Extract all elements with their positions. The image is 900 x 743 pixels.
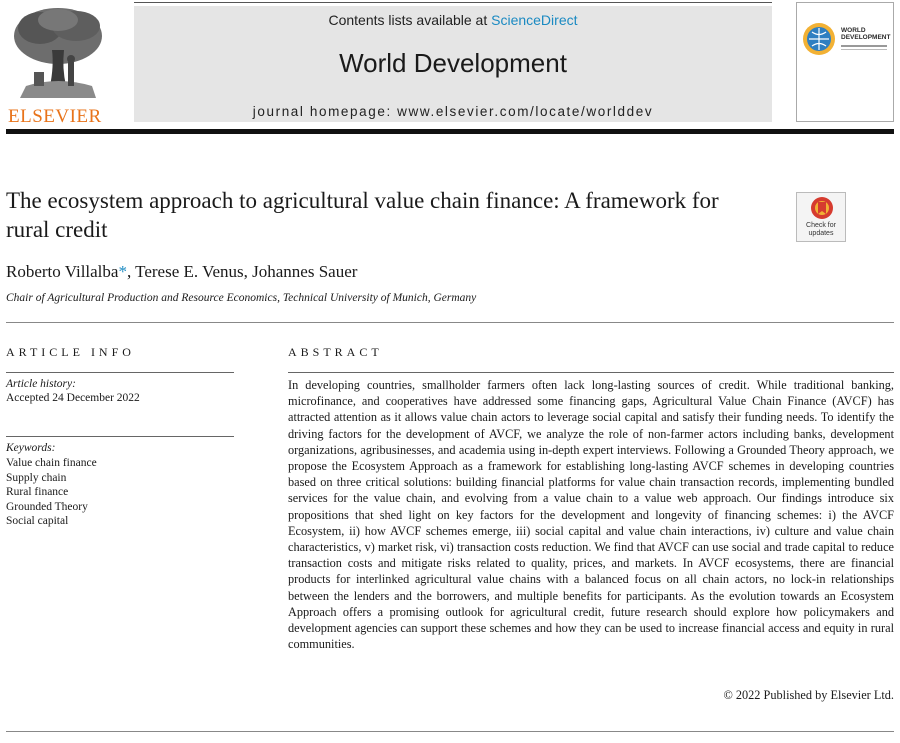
keywords-list bbox=[6, 456, 97, 529]
elsevier-logo[interactable] bbox=[6, 6, 110, 126]
cover-decoration-line bbox=[841, 45, 887, 47]
cover-decoration-line bbox=[841, 49, 887, 50]
co-authors[interactable]: , Terese E. Venus, Johannes Sauer bbox=[126, 262, 358, 281]
article-history-label: Article history: bbox=[6, 378, 76, 390]
cover-title-line1: WORLD bbox=[841, 27, 866, 34]
cover-journal-title bbox=[841, 27, 890, 41]
elsevier-tree-icon bbox=[6, 6, 110, 104]
keyword-item[interactable]: Social capital bbox=[6, 515, 69, 528]
article-title: The ecosystem approach to agricultural value chain finance: A framework for rural credit bbox=[6, 188, 719, 242]
article-history-value: Accepted 24 December 2022 bbox=[6, 392, 140, 404]
journal-header-banner bbox=[134, 6, 772, 122]
keyword-item[interactable]: Supply chain bbox=[6, 471, 67, 484]
corresponding-author-mark[interactable]: * bbox=[118, 262, 127, 281]
sciencedirect-link[interactable]: ScienceDirect bbox=[491, 12, 578, 28]
journal-homepage-link[interactable]: journal homepage: www.elsevier.com/locate/worlddev bbox=[252, 104, 654, 119]
keyword-item[interactable]: Value chain finance bbox=[6, 457, 97, 469]
article-info-rule bbox=[6, 372, 234, 373]
abstract-heading: ABSTRACT bbox=[288, 345, 383, 359]
section-divider bbox=[6, 322, 894, 323]
copyright-notice: © 2022 Published by Elsevier Ltd. bbox=[723, 688, 894, 702]
abstract-body: In developing countries, smallholder farmers often lack long-lasting sources of credit. While traditional banking, microfinance, and cooperatives have addressed some financing gaps, Agricultural Value Chain Finance (AVCF) has attracted attention as it allows value chain actors to leverage social capital and satisfy their funding needs. To identify the driving factors for the development of AVCF, we analyze the role of non-farmer actors including banks, development organizations, agribusinesses, and academia using in-depth expert interviews. Following a Grounded Theory approach, we propose the Ecosystem Approach as a framework for establishing long-lasting AVCF schemes in developing countries based on three critical solutions: building financial platforms for value chain transaction records, implementing bundled services for the value chain, and evolving from a value chain to a value web approach. Our findings introduce six propositions that shed light on key factors for the development and longevity of financing schemes: i) the AVCF Ecosystem, ii) how AVCF schemes emerge, iii) social capital and value chain interactions, iv) culture and value chain characteristics, v) market risk, vi) transaction costs reduction. We find that AVCF can use social and trade capital to reduce transaction costs and mitigate risks related to quality, prices, and markets. In AVCF ecosystems, there are financial products for interlinked agricultural value chains with a balanced focus on all chain actors, no lock-in relationships between the lenders and the borrowers, and multiple benefits for participants. As the evolution towards an Ecosystem Approach offers a promising outlook for agricultural credit, future research should explore how policymakers and development agencies can support these schemes and how they can be used to increase financial access and equity in rural communities. bbox=[288, 378, 894, 652]
publisher-wordmark: ELSEVIER bbox=[8, 106, 102, 127]
article-info-rule bbox=[6, 436, 234, 437]
header-divider bbox=[6, 129, 894, 134]
footer-divider bbox=[6, 731, 894, 732]
header-top-rule bbox=[134, 2, 772, 3]
journal-cover-thumbnail[interactable] bbox=[796, 2, 894, 122]
contents-availability-line bbox=[134, 12, 772, 28]
contents-prefix: Contents lists available at bbox=[328, 12, 492, 28]
journal-cover-globe-icon bbox=[801, 21, 837, 57]
check-for-updates-button[interactable] bbox=[796, 192, 846, 242]
keyword-item[interactable]: Grounded Theory bbox=[6, 500, 88, 513]
keyword-item[interactable]: Rural finance bbox=[6, 486, 69, 499]
cover-title-line2: DEVELOPMENT bbox=[841, 34, 891, 41]
article-info-heading: ARTICLE INFO bbox=[6, 345, 135, 359]
abstract-rule bbox=[288, 372, 894, 373]
journal-title[interactable]: World Development bbox=[339, 48, 567, 78]
author-list bbox=[6, 262, 357, 282]
first-author[interactable]: Roberto Villalba bbox=[6, 262, 119, 281]
check-for-updates-label: Check for updates bbox=[806, 222, 836, 237]
author-affiliation: Chair of Agricultural Production and Resource Economics, Technical University of Munich, Germany bbox=[6, 292, 477, 304]
check-for-updates-icon bbox=[810, 196, 834, 222]
keywords-label: Keywords: bbox=[6, 442, 56, 454]
